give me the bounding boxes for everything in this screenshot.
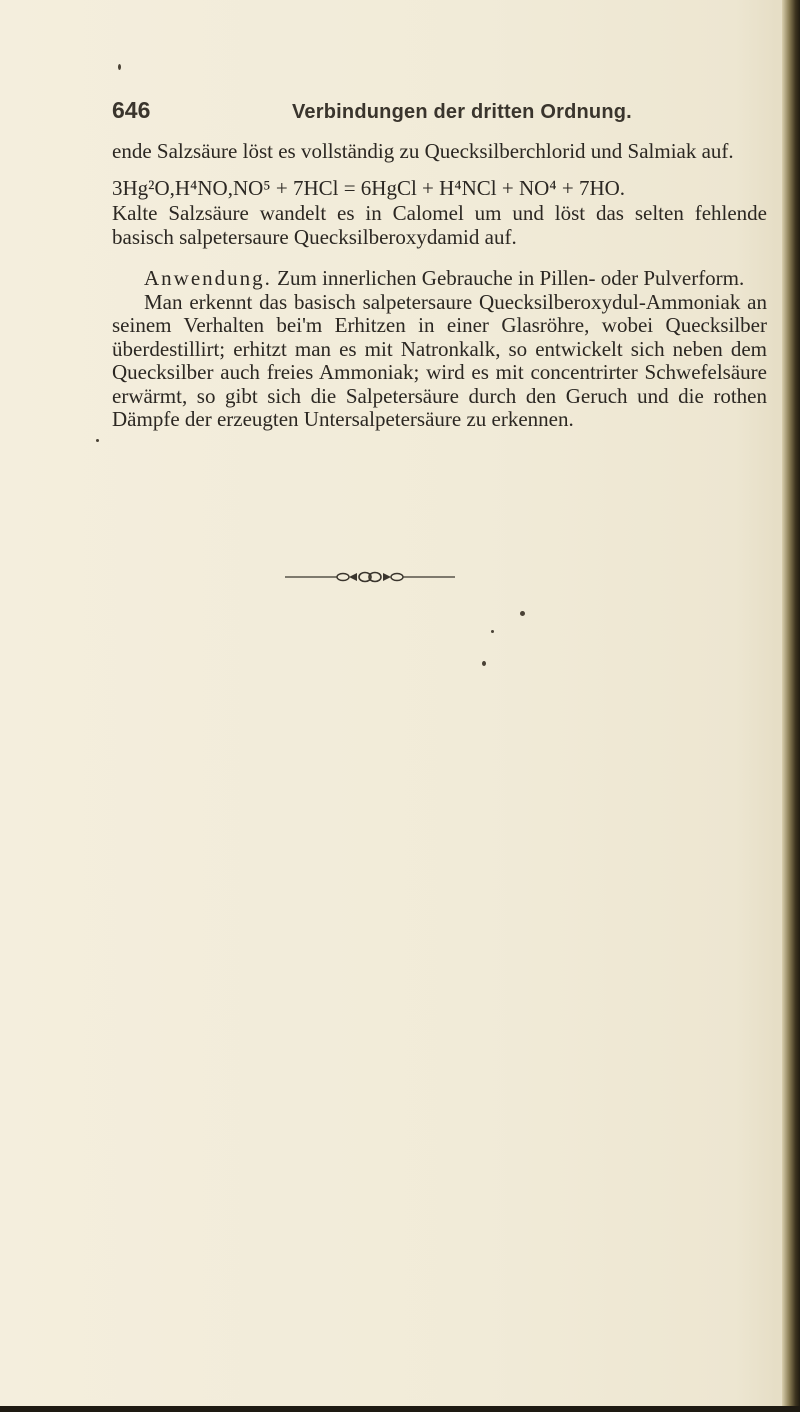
print-speck bbox=[482, 661, 486, 666]
decorative-rule-ornament-icon bbox=[285, 568, 455, 586]
print-speck bbox=[96, 439, 99, 442]
paragraph-1: ende Salzsäure löst es vollständig zu Quecksilberchlorid und Salmiak auf. bbox=[112, 139, 734, 163]
paragraph-3-text: Zum innerlichen Gebrauche in Pillen- oder Pulverform. bbox=[271, 266, 745, 290]
paragraph-3 bbox=[112, 267, 767, 291]
page-edge-shadow bbox=[782, 0, 800, 1412]
print-speck bbox=[118, 64, 121, 70]
paragraph-4: Man erkennt das basisch salpetersaure Quecksilberoxydul-Ammoniak an seinem Verhalten bei'm Erhitzen in einer Glasröhre, wobei Quecksilber überdestillirt; erhitzt man es mit Natronkalk, so entwickelt sich neben dem Quecksilber auch freies Ammoniak; wird es mit concentrirter Schwefelsäure erwärmt, so gibt sich die Salpetersäure durch den Geruch und die rothen Dämpfe der erzeugten Untersalpetersäure zu erkennen. bbox=[112, 289, 767, 431]
paragraph-2: Kalte Salzsäure wandelt es in Calomel um und löst das selten fehlende basisch salpetersaure Quecksilberoxydamid auf. bbox=[112, 201, 767, 249]
page-number: 646 bbox=[112, 97, 151, 123]
running-head: Verbindungen der dritten Ordnung. bbox=[292, 101, 632, 123]
page-bottom-edge bbox=[0, 1406, 800, 1412]
section-label: Anwendung. bbox=[144, 266, 272, 290]
print-speck bbox=[520, 611, 525, 616]
body-text bbox=[112, 140, 767, 432]
page-header bbox=[112, 97, 732, 127]
chemical-formula: 3Hg²O,H⁴NO,NO⁵ + 7HCl = 6HgCl + H⁴NCl + NO⁴ + 7HO. bbox=[112, 175, 626, 200]
print-speck bbox=[491, 630, 494, 633]
paragraph-gap bbox=[112, 249, 767, 267]
